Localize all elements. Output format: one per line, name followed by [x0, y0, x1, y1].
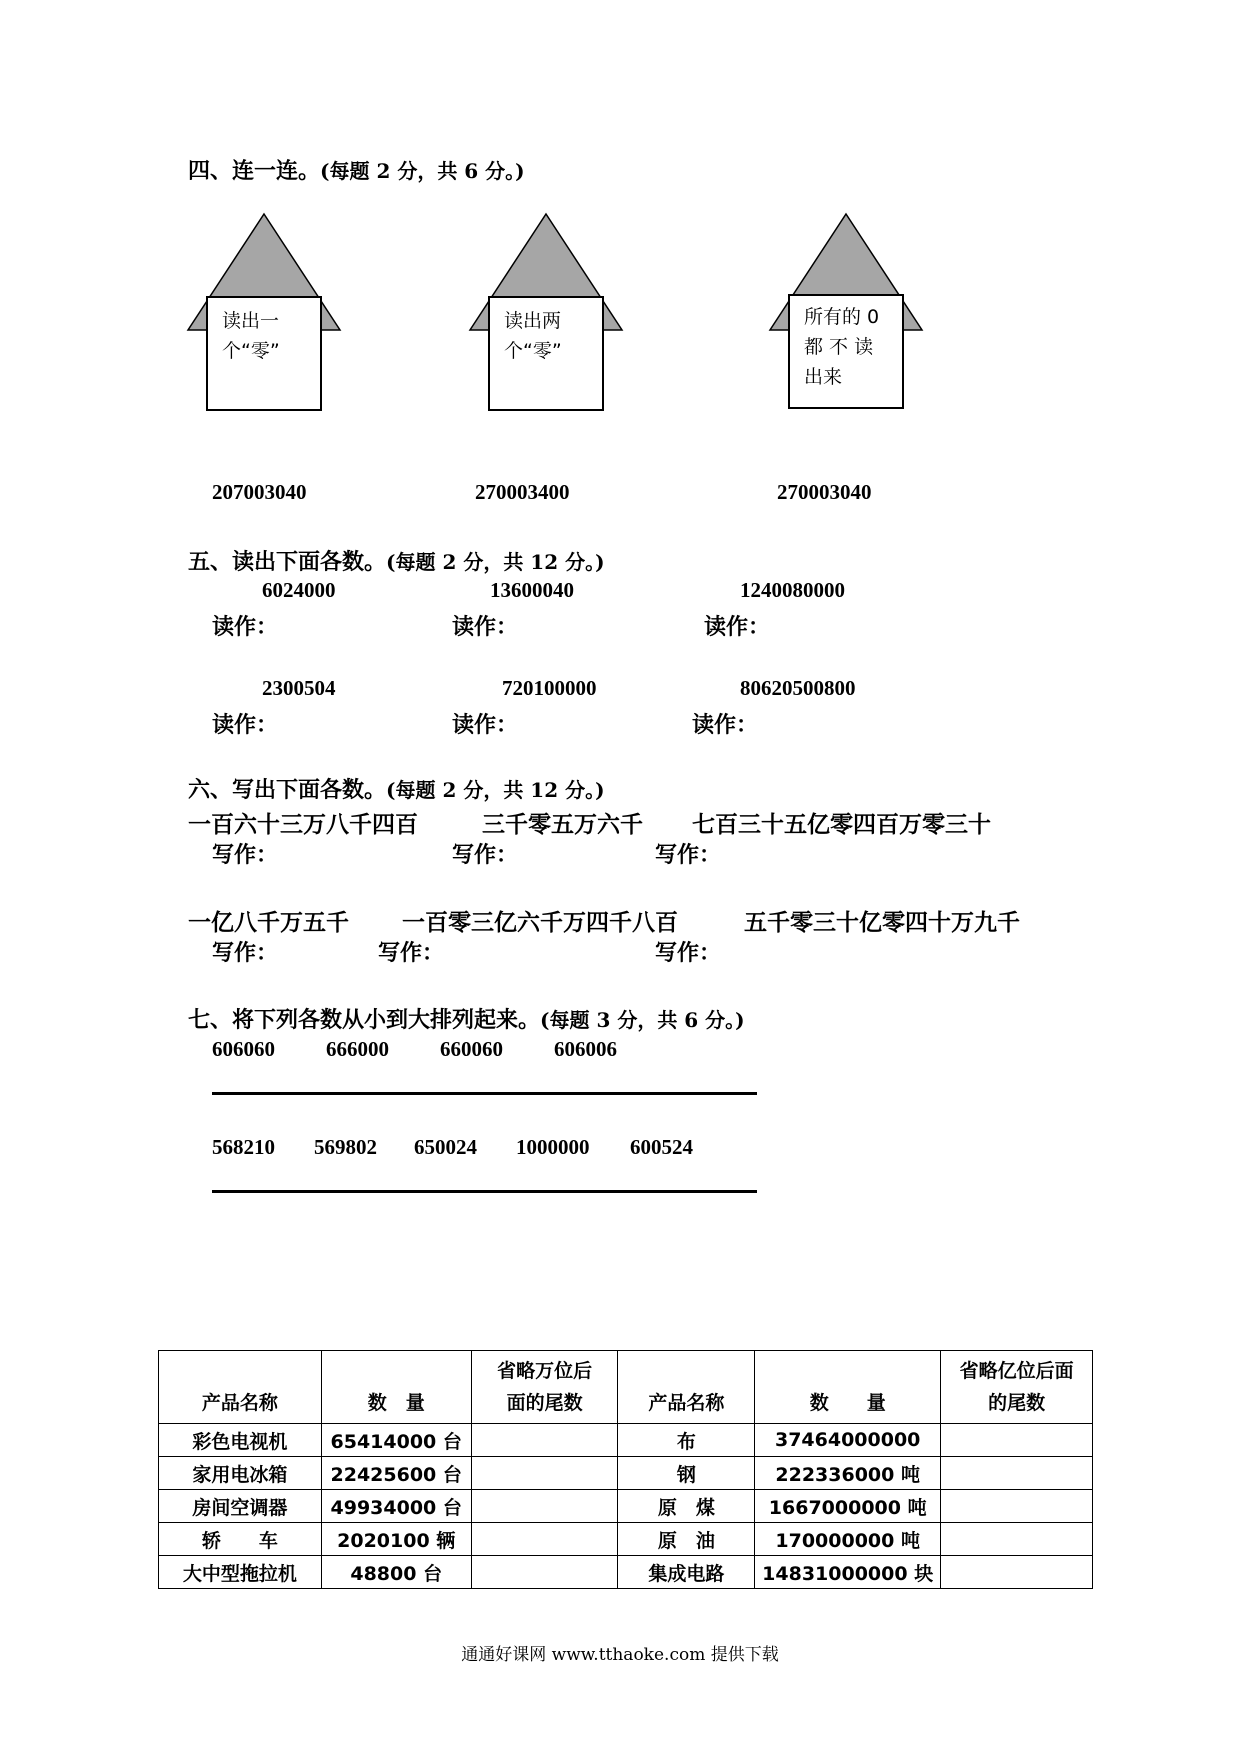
answer-line-1 [212, 1092, 757, 1095]
quantity: 14831000000 块 [755, 1556, 941, 1589]
table-row [159, 1424, 1093, 1457]
read-label: 读作： [452, 712, 519, 738]
col-header: 省略万位后面的尾数 [471, 1351, 618, 1424]
order-number: 1000000 [516, 1135, 590, 1159]
col-header: 产品名称 [618, 1351, 755, 1424]
read-number-5: 720100000 [502, 676, 597, 700]
section-6-heading: 六、写出下面各数。(每题 2 分，共 12 分。) [188, 777, 605, 803]
write-words-4: 一亿八千万五千 [188, 909, 349, 936]
match-number-2: 270003400 [475, 480, 570, 504]
product-name: 彩色电视机 [159, 1424, 322, 1457]
order-number: 568210 [212, 1135, 275, 1159]
product-name: 布 [618, 1424, 755, 1457]
product-table [158, 1350, 1093, 1589]
product-name: 轿 车 [159, 1523, 322, 1556]
page-footer: 通通好课网 www.tthaoke.com 提供下载 [461, 1645, 779, 1665]
read-label: 读作： [692, 712, 759, 738]
product-name: 集成电路 [618, 1556, 755, 1589]
write-words-2: 三千零五万六千 [482, 811, 643, 838]
write-words-3: 七百三十五亿零四百万零三十 [692, 811, 991, 838]
answer-cell[interactable] [471, 1457, 618, 1490]
section-4-heading: 四、连一连。(每题 2 分，共 6 分。) [188, 158, 525, 184]
answer-cell[interactable] [941, 1523, 1093, 1556]
section-5-heading: 五、读出下面各数。(每题 2 分，共 12 分。) [188, 549, 605, 575]
order-number: 660060 [440, 1037, 503, 1061]
answer-cell[interactable] [471, 1556, 618, 1589]
read-label: 读作： [212, 614, 279, 640]
product-name: 家用电冰箱 [159, 1457, 322, 1490]
table-row [159, 1457, 1093, 1490]
table-row [159, 1490, 1093, 1523]
write-label: 写作： [452, 842, 519, 868]
order-number: 650024 [414, 1135, 477, 1159]
table-row [159, 1556, 1093, 1589]
product-name: 原 油 [618, 1523, 755, 1556]
quantity: 1667000000 吨 [755, 1490, 941, 1523]
write-label: 写作： [212, 940, 279, 966]
table-header-row [159, 1351, 1093, 1424]
house-3-label: 所有的 0 都 不 读 出来 [804, 306, 880, 388]
quantity: 49934000 台 [321, 1490, 471, 1523]
answer-cell[interactable] [471, 1490, 618, 1523]
read-number-4: 2300504 [262, 676, 336, 700]
read-label: 读作： [704, 614, 771, 640]
quantity: 170000000 吨 [755, 1523, 941, 1556]
section-7-heading: 七、将下列各数从小到大排列起来。(每题 3 分，共 6 分。) [188, 1007, 745, 1033]
answer-cell[interactable] [471, 1424, 618, 1457]
order-number: 569802 [314, 1135, 377, 1159]
write-words-1: 一百六十三万八千四百 [188, 811, 418, 838]
answer-cell[interactable] [941, 1424, 1093, 1457]
answer-line-2 [212, 1190, 757, 1193]
answer-cell[interactable] [941, 1556, 1093, 1589]
quantity: 37464000000 [755, 1424, 941, 1457]
product-name: 钢 [618, 1457, 755, 1490]
write-label: 写作： [655, 842, 722, 868]
order-number: 666000 [326, 1037, 389, 1061]
house-1-label: 读出一个“零” [222, 310, 280, 362]
product-name: 原 煤 [618, 1490, 755, 1523]
write-label: 写作： [212, 842, 279, 868]
col-header: 数 量 [321, 1351, 471, 1424]
match-number-3: 270003040 [777, 480, 872, 504]
col-header: 省略亿位后面的尾数 [941, 1351, 1093, 1424]
quantity: 222336000 吨 [755, 1457, 941, 1490]
order-number: 606006 [554, 1037, 617, 1061]
quantity: 65414000 台 [321, 1424, 471, 1457]
quantity: 2020100 辆 [321, 1523, 471, 1556]
quantity: 22425600 台 [321, 1457, 471, 1490]
match-number-1: 207003040 [212, 480, 307, 504]
col-header: 数 量 [755, 1351, 941, 1424]
answer-cell[interactable] [471, 1523, 618, 1556]
read-number-1: 6024000 [262, 578, 336, 602]
house-2-label: 读出两个“零” [504, 310, 562, 362]
read-number-2: 13600040 [490, 578, 574, 602]
quantity: 48800 台 [321, 1556, 471, 1589]
order-number: 600524 [630, 1135, 693, 1159]
read-label: 读作： [212, 712, 279, 738]
order-number: 606060 [212, 1037, 275, 1061]
product-name: 房间空调器 [159, 1490, 322, 1523]
answer-cell[interactable] [941, 1457, 1093, 1490]
read-number-6: 80620500800 [740, 676, 856, 700]
answer-cell[interactable] [941, 1490, 1093, 1523]
table-row [159, 1523, 1093, 1556]
write-words-5: 一百零三亿六千万四千八百 [402, 909, 678, 936]
write-label: 写作： [655, 940, 722, 966]
write-words-6: 五千零三十亿零四十万九千 [744, 909, 1020, 936]
product-name: 大中型拖拉机 [159, 1556, 322, 1589]
col-header: 产品名称 [159, 1351, 322, 1424]
read-number-3: 1240080000 [740, 578, 845, 602]
write-label: 写作： [378, 940, 445, 966]
read-label: 读作： [452, 614, 519, 640]
